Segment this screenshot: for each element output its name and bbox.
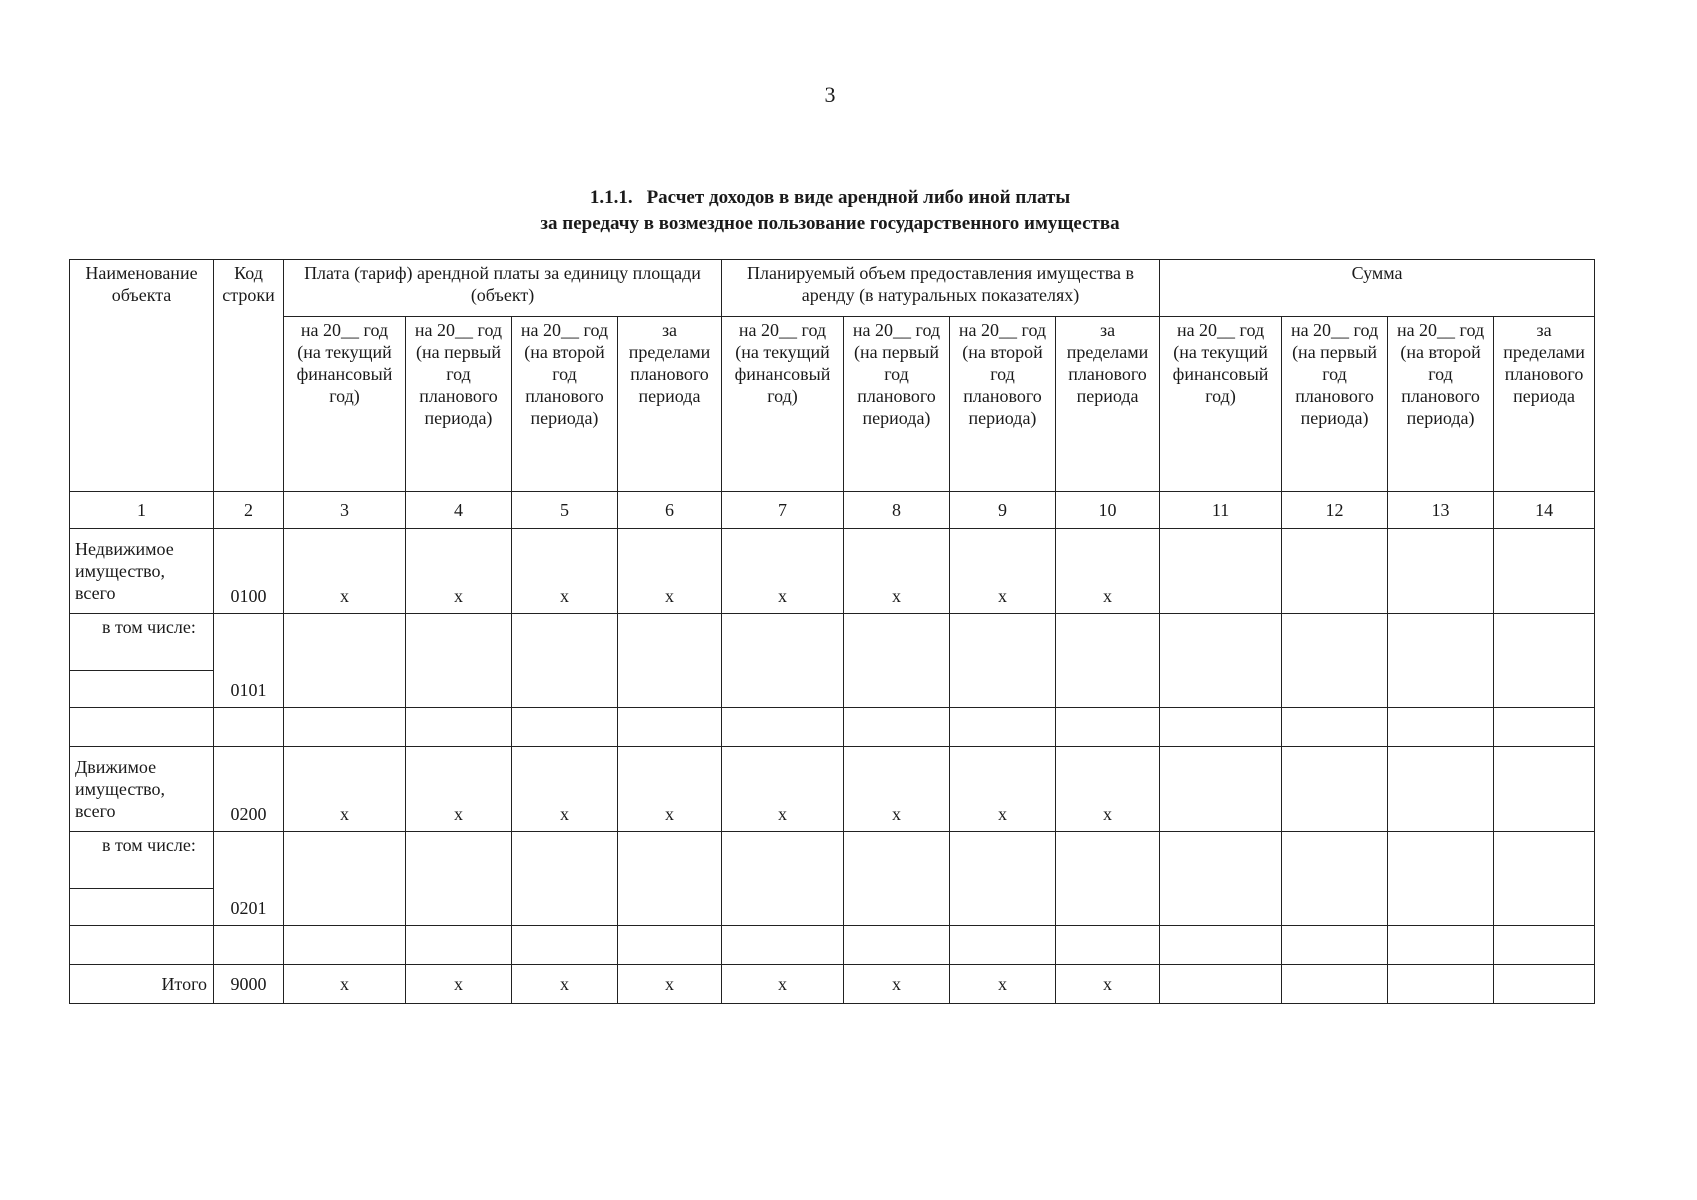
row-blank [70, 708, 1595, 747]
input-cell[interactable] [618, 614, 722, 708]
input-cell[interactable] [406, 614, 512, 708]
volume-first-plan-year: на 20__ год (на первый год планового периода) [844, 317, 950, 492]
x-mark: x [950, 529, 1056, 614]
sum-beyond-plan: за пределами планового периода [1494, 317, 1595, 492]
x-mark: x [844, 529, 950, 614]
column-number: 4 [406, 492, 512, 529]
input-cell[interactable] [1282, 529, 1388, 614]
x-mark: x [722, 747, 844, 832]
input-cell[interactable] [1494, 832, 1595, 926]
x-mark: x [722, 965, 844, 1004]
input-cell[interactable] [1388, 747, 1494, 832]
input-cell[interactable] [618, 708, 722, 747]
column-number: 11 [1160, 492, 1282, 529]
x-mark: x [1056, 965, 1160, 1004]
object-name-cell[interactable] [70, 889, 214, 926]
object-name-cell[interactable] [70, 671, 214, 708]
x-mark: x [284, 747, 406, 832]
input-cell[interactable] [618, 926, 722, 965]
column-number: 7 [722, 492, 844, 529]
x-mark: x [512, 747, 618, 832]
column-number-row [70, 492, 1595, 529]
input-cell[interactable] [1056, 832, 1160, 926]
input-cell[interactable] [70, 708, 214, 747]
header-object-name: Наименование объекта [70, 260, 214, 492]
row-label: Недвижимое имущество, всего [70, 529, 214, 614]
input-cell[interactable] [1160, 529, 1282, 614]
sum-second-plan-year: на 20__ год (на второй год планового периода) [1388, 317, 1494, 492]
column-number: 3 [284, 492, 406, 529]
row-movable-including [70, 832, 1595, 889]
x-mark: x [1056, 529, 1160, 614]
row-code: 9000 [214, 965, 284, 1004]
row-total [70, 965, 1595, 1004]
input-cell[interactable] [844, 614, 950, 708]
row-code: 0200 [214, 747, 284, 832]
input-cell[interactable] [722, 832, 844, 926]
input-cell[interactable] [1056, 926, 1160, 965]
input-cell[interactable] [1494, 926, 1595, 965]
x-mark: x [618, 529, 722, 614]
input-cell[interactable] [950, 926, 1056, 965]
x-mark: x [284, 529, 406, 614]
rate-current-year: на 20__ год (на текущий финансовый год) [284, 317, 406, 492]
x-mark: x [406, 965, 512, 1004]
input-cell[interactable] [214, 708, 284, 747]
sum-first-plan-year: на 20__ год (на первый год планового периода) [1282, 317, 1388, 492]
title-line-1 [0, 185, 1660, 211]
rate-beyond-plan: за пределами планового периода [618, 317, 722, 492]
input-cell[interactable] [1388, 708, 1494, 747]
input-cell[interactable] [406, 832, 512, 926]
rate-first-plan-year: на 20__ год (на первый год планового периода) [406, 317, 512, 492]
column-number: 13 [1388, 492, 1494, 529]
row-realty-including [70, 614, 1595, 671]
column-number: 14 [1494, 492, 1595, 529]
row-code: 0100 [214, 529, 284, 614]
input-cell[interactable] [1160, 965, 1282, 1004]
input-cell[interactable] [844, 832, 950, 926]
input-cell[interactable] [512, 926, 618, 965]
x-mark: x [618, 747, 722, 832]
x-mark: x [844, 965, 950, 1004]
column-number: 6 [618, 492, 722, 529]
header-rate: Плата (тариф) арендной платы за единицу площади (объект) [284, 260, 722, 317]
x-mark: x [618, 965, 722, 1004]
input-cell[interactable] [1494, 747, 1595, 832]
header-planned-volume: Планируемый объем предоставления имущества в аренду (в натуральных показателях) [722, 260, 1160, 317]
input-cell[interactable] [1282, 926, 1388, 965]
input-cell[interactable] [1388, 529, 1494, 614]
input-cell[interactable] [1282, 614, 1388, 708]
input-cell[interactable] [1388, 965, 1494, 1004]
input-cell[interactable] [512, 832, 618, 926]
input-cell[interactable] [284, 708, 406, 747]
input-cell[interactable] [1388, 832, 1494, 926]
input-cell[interactable] [70, 926, 214, 965]
input-cell[interactable] [1494, 529, 1595, 614]
x-mark: x [1056, 747, 1160, 832]
input-cell[interactable] [214, 926, 284, 965]
x-mark: x [722, 529, 844, 614]
row-movable-total [70, 747, 1595, 832]
title-text-1: Расчет доходов в виде арендной либо иной платы [646, 187, 1071, 208]
x-mark: x [284, 965, 406, 1004]
input-cell[interactable] [512, 708, 618, 747]
input-cell[interactable] [1160, 708, 1282, 747]
page-number: 3 [824, 82, 836, 107]
title-line-2: за передачу в возмездное пользование государственного имущества [540, 213, 1120, 234]
row-code: 0201 [214, 832, 284, 926]
row-label-including: в том числе: [70, 832, 214, 889]
input-cell[interactable] [1160, 747, 1282, 832]
input-cell[interactable] [1388, 926, 1494, 965]
x-mark: x [512, 529, 618, 614]
input-cell[interactable] [1494, 708, 1595, 747]
row-label-including: в том числе: [70, 614, 214, 671]
input-cell[interactable] [1160, 832, 1282, 926]
input-cell[interactable] [1056, 708, 1160, 747]
column-number: 12 [1282, 492, 1388, 529]
input-cell[interactable] [1494, 965, 1595, 1004]
sum-current-year: на 20__ год (на текущий финансовый год) [1160, 317, 1282, 492]
input-cell[interactable] [284, 926, 406, 965]
column-number: 8 [844, 492, 950, 529]
input-cell[interactable] [722, 614, 844, 708]
input-cell[interactable] [1388, 614, 1494, 708]
row-blank [70, 926, 1595, 965]
column-number: 1 [70, 492, 214, 529]
column-number: 9 [950, 492, 1056, 529]
section-number: 1.1.1. [589, 187, 633, 208]
volume-second-plan-year: на 20__ год (на второй год планового периода) [950, 317, 1056, 492]
volume-current-year: на 20__ год (на текущий финансовый год) [722, 317, 844, 492]
x-mark: x [406, 529, 512, 614]
input-cell[interactable] [1282, 747, 1388, 832]
input-cell[interactable] [406, 708, 512, 747]
input-cell[interactable] [1056, 614, 1160, 708]
row-code: 0101 [214, 614, 284, 708]
x-mark: x [950, 965, 1056, 1004]
x-mark: x [406, 747, 512, 832]
input-cell[interactable] [722, 926, 844, 965]
row-label: Движимое имущество, всего [70, 747, 214, 832]
input-cell[interactable] [1494, 614, 1595, 708]
input-cell[interactable] [844, 708, 950, 747]
revenue-calculation-table [69, 259, 1595, 1004]
column-number: 2 [214, 492, 284, 529]
header-row-code: Код строки [214, 260, 284, 492]
row-realty-total [70, 529, 1595, 614]
document-title [0, 185, 1660, 237]
rate-second-plan-year: на 20__ год (на второй год планового периода) [512, 317, 618, 492]
x-mark: x [512, 965, 618, 1004]
input-cell[interactable] [406, 926, 512, 965]
input-cell[interactable] [284, 614, 406, 708]
x-mark: x [844, 747, 950, 832]
input-cell[interactable] [1160, 926, 1282, 965]
input-cell[interactable] [1282, 832, 1388, 926]
input-cell[interactable] [1160, 614, 1282, 708]
input-cell[interactable] [618, 832, 722, 926]
column-number: 10 [1056, 492, 1160, 529]
input-cell[interactable] [722, 708, 844, 747]
input-cell[interactable] [950, 832, 1056, 926]
volume-beyond-plan: за пределами планового периода [1056, 317, 1160, 492]
x-mark: x [950, 747, 1056, 832]
header-sum: Сумма [1160, 260, 1595, 317]
row-label-total: Итого [70, 965, 214, 1004]
input-cell[interactable] [844, 926, 950, 965]
column-number: 5 [512, 492, 618, 529]
input-cell[interactable] [950, 708, 1056, 747]
input-cell[interactable] [1282, 708, 1388, 747]
input-cell[interactable] [1282, 965, 1388, 1004]
input-cell[interactable] [950, 614, 1056, 708]
input-cell[interactable] [284, 832, 406, 926]
input-cell[interactable] [512, 614, 618, 708]
